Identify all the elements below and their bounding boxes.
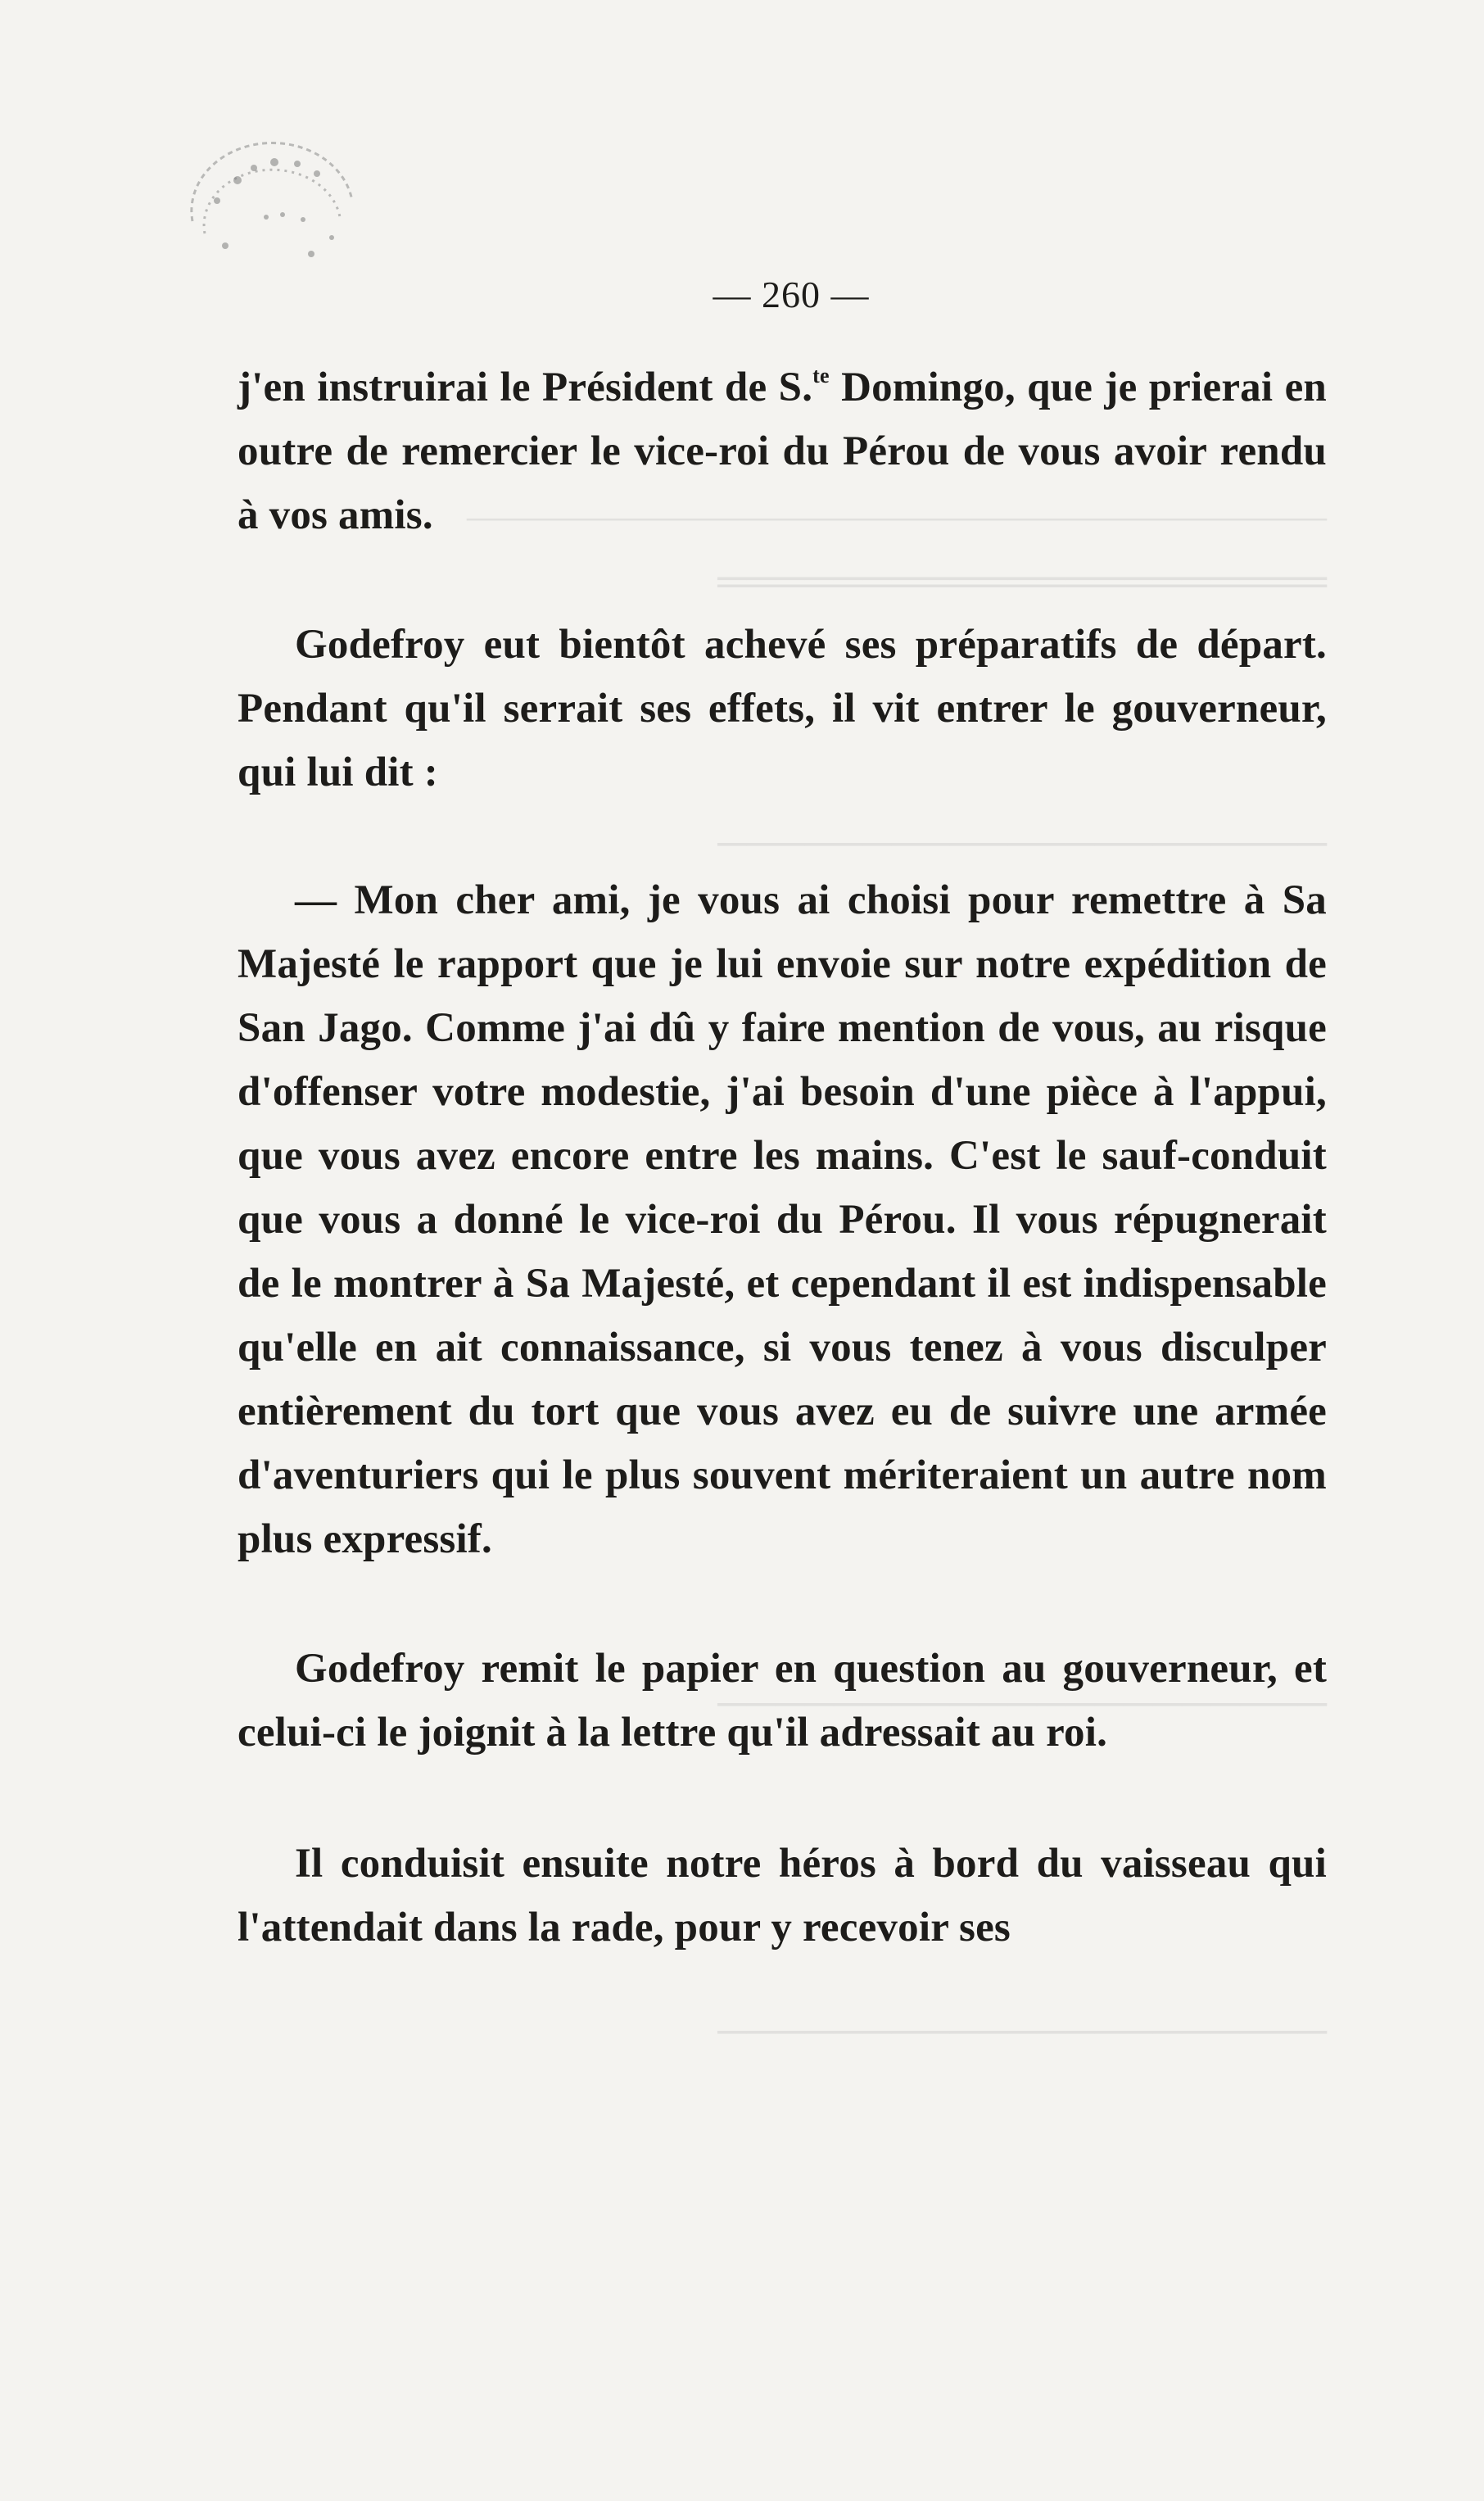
paragraph-2: Godefroy eut bientôt achevé ses préparatifs de départ. Pendant qu'il serrait ses effets, il vit entrer le gouverneur, qui lui dit : [238,622,1327,795]
paragraph-1-text-continued: Domingo, que je prierai en outre de remercier le vice-roi du Pérou de vous avoir rendu à vos amis. [238,365,1327,538]
page-number: — 260 — [713,274,870,315]
paragraph-3: — Mon cher ami, je vous ai choisi pour remettre à Sa Majesté le rapport que je lui envoie sur notre expédition de San Jago. Comme j'ai dû y faire mention de vous, au risque d'offenser votre modestie, j'ai besoin d'une pièce à l'appui, que vous avez encore entre les mains. C'est le sauf-conduit que vous a donné le vice-roi du Pérou. Il vous répugnerait de le montrer à Sa Majesté, et cependant il est indispensable qu'elle en ait connaissance, si vous tenez à vous disculper entièrement du tort que vous avez eu de suivre une armée d'aventuriers qui le plus souvent mériteraient un autre nom plus expressif. [238,877,1327,1562]
superscript-abbreviation: te [812,364,830,387]
bleed-through-texture: ————————————————————— ═════════════════════ ───────────────────── ───────────────────── ───────────────────── [467,492,1327,2054]
paragraph-4: Godefroy remit le papier en question au gouverneur, et celui-ci le joignit à la lettre qu'il adressait au roi. [238,1646,1327,1756]
paragraph-5: Il conduisit ensuite notre héros à bord du vaisseau qui l'attendait dans la rade, pour y recevoir ses [238,1841,1327,1951]
paragraph-1-text: j'en instruirai le Président de S. [238,365,813,410]
paragraph-1 [238,344,1327,547]
body-text [238,344,1327,1960]
library-stamp [168,123,373,295]
